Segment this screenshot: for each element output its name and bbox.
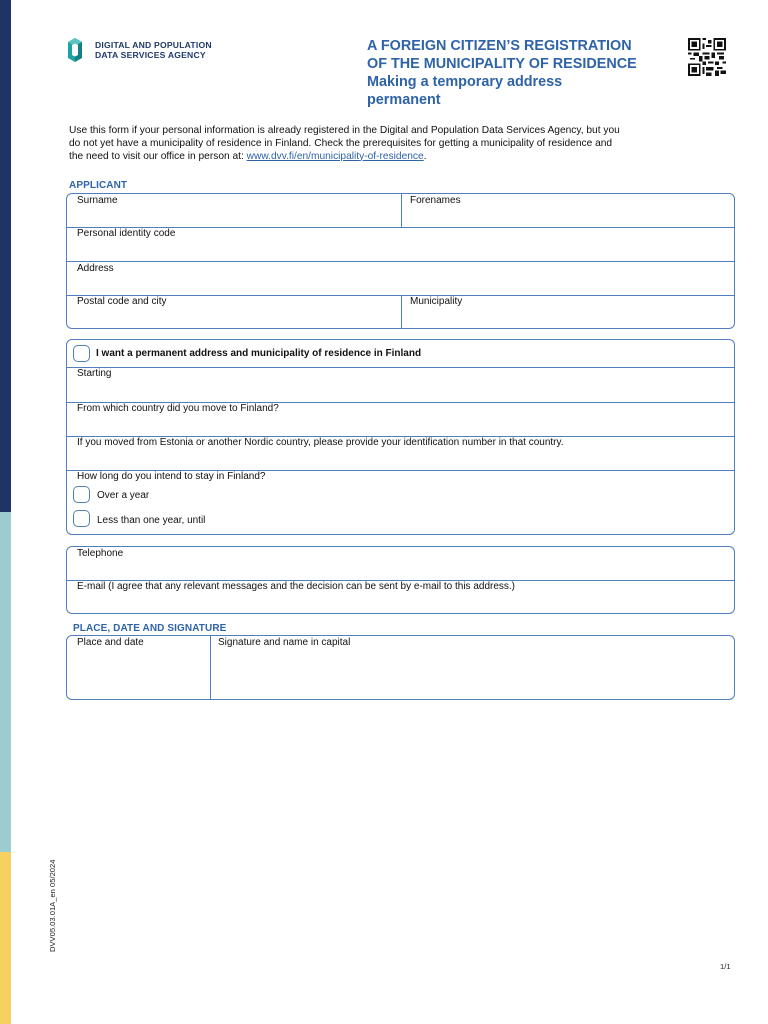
applicant-box — [66, 193, 735, 329]
intro-text — [69, 125, 649, 163]
form-title — [367, 37, 677, 109]
from-country-label: From which country did you move to Finland? — [77, 403, 279, 414]
intro-line1: Use this form if your personal information is already registered in the Digital and Population Data Services Agency, but you — [69, 125, 620, 136]
signature-name-label: Signature and name in capital — [218, 637, 351, 648]
form-subtitle-line2: permanent — [367, 92, 441, 108]
qr-code-icon — [687, 38, 727, 76]
intro-line2: do not yet have a municipality of residence in Finland. Check the prerequisites for getting a municipality of residence and — [69, 137, 613, 149]
applicant-divider-bottom — [401, 295, 402, 329]
agency-name-line2: DATA SERVICES AGENCY — [95, 50, 206, 60]
applicant-section-title: APPLICANT — [69, 180, 128, 191]
nordic-id-label: If you moved from Estonia or another Nordic country, please provide your identification number in that country. — [77, 437, 564, 448]
agency-logo — [64, 34, 212, 66]
intro-line3-prefix: the need to visit our office in person at: — [69, 150, 247, 162]
permanent-address-checkbox-label: I want a permanent address and municipality of residence in Finland — [96, 348, 422, 359]
intro-line3 — [69, 151, 649, 164]
form-title-line1: A FOREIGN CITIZEN’S REGISTRATION — [367, 38, 632, 54]
postal-city-label: Postal code and city — [77, 296, 167, 307]
municipality-label: Municipality — [410, 296, 463, 307]
less-than-year-label: Less than one year, until — [97, 515, 206, 526]
email-label: E-mail (I agree that any relevant messages and the decision can be sent by e-mail to this address.) — [77, 581, 516, 592]
signature-divider — [210, 636, 211, 700]
side-strip-navy — [0, 0, 11, 512]
contact-box — [66, 546, 735, 614]
intro-line3-suffix: . — [423, 150, 427, 162]
stay-duration-label: How long do you intend to stay in Finland? — [77, 471, 266, 482]
municipality-of-residence-link[interactable]: www.dvv.fi/en/municipality-of-residence — [246, 150, 424, 162]
page-number: 1/1 — [720, 962, 731, 971]
starting-label: Starting — [77, 368, 112, 379]
applicant-divider-top — [401, 194, 402, 227]
agency-name — [95, 40, 212, 60]
forenames-label: Forenames — [410, 195, 461, 206]
personal-id-label: Personal identity code — [77, 228, 176, 239]
agency-name-line1: DIGITAL AND POPULATION — [95, 40, 212, 50]
permanent-address-box — [66, 339, 735, 535]
over-a-year-checkbox[interactable] — [73, 486, 90, 503]
side-strip-yellow — [0, 852, 11, 1024]
surname-label: Surname — [77, 195, 118, 206]
signature-box — [66, 635, 735, 700]
permanent-address-checkbox[interactable] — [73, 345, 90, 362]
telephone-label: Telephone — [77, 548, 124, 559]
form-code: DVV05.03.01A_en 05/2024 — [48, 859, 57, 952]
agency-logo-icon — [64, 34, 86, 66]
permanent-row-separator — [67, 367, 734, 368]
less-than-year-checkbox[interactable] — [73, 510, 90, 527]
applicant-row-separator — [67, 261, 734, 262]
side-strip-teal — [0, 512, 11, 852]
signature-section-title: PLACE, DATE AND SIGNATURE — [73, 623, 227, 634]
address-label: Address — [77, 263, 114, 274]
form-subtitle-line1: Making a temporary address — [367, 74, 563, 90]
form-title-line2: OF THE MUNICIPALITY OF RESIDENCE — [367, 56, 637, 72]
place-date-label: Place and date — [77, 637, 144, 648]
over-a-year-label: Over a year — [97, 490, 150, 501]
